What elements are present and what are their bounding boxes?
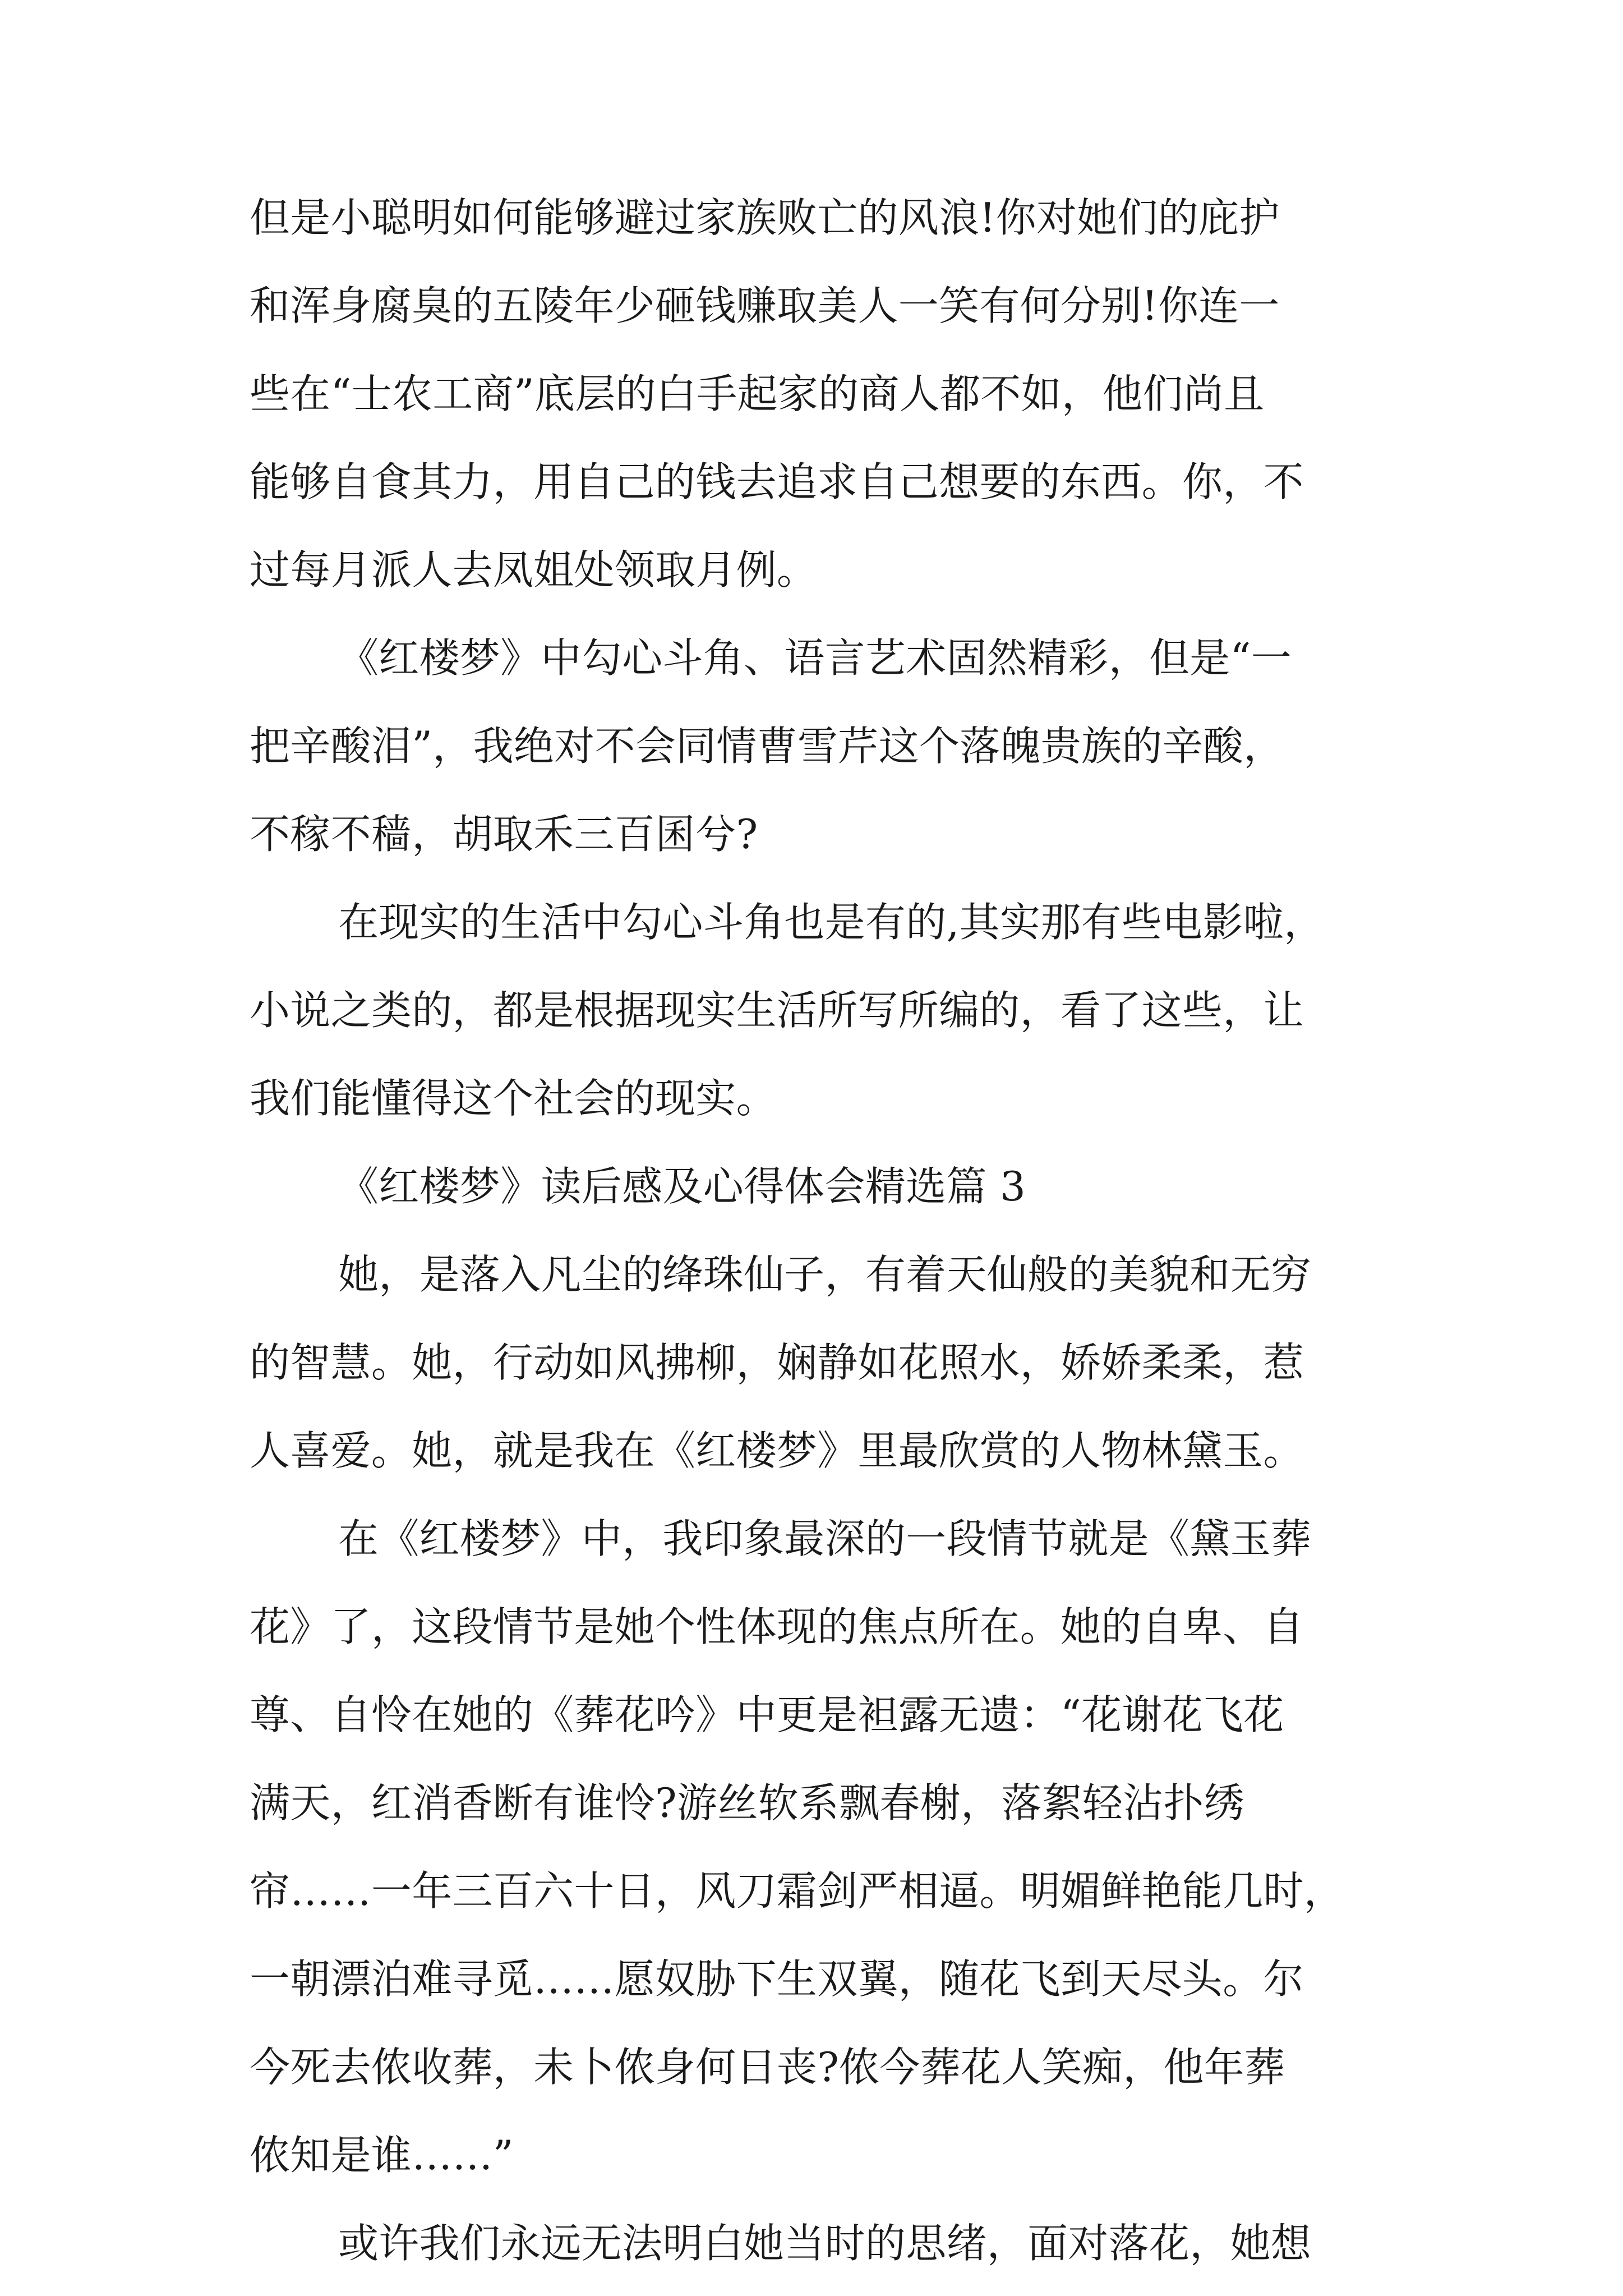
- text-line: 小说之类的，都是根据现实生活所写所编的，看了这些，让: [250, 987, 1304, 1034]
- text-line: 《红楼梦》读后感及心得体会精选篇 3: [338, 1163, 1026, 1210]
- text-line: 但是小聪明如何能够避过家族败亡的风浪!你对她们的庇护: [250, 194, 1280, 241]
- text-line: 《红楼梦》中勾心斗角、语言艺术固然精彩，但是“一: [338, 634, 1292, 682]
- text-line: 和浑身腐臭的五陵年少砸钱赚取美人一笑有何分别!你连一: [250, 282, 1280, 329]
- text-line: 侬知是谁……”: [250, 2132, 514, 2179]
- text-line: 满天，红消香断有谁怜?游丝软系飘春榭，落絮轻沾扑绣: [250, 1779, 1245, 1826]
- text-line: 把辛酸泪”，我绝对不会同情曹雪芹这个落魄贵族的辛酸，: [250, 723, 1284, 770]
- text-line: 尊、自怜在她的《葬花吟》中更是袒露无遗：“花谢花飞花: [250, 1691, 1284, 1738]
- text-line: 能够自食其力，用自己的钱去追求自己想要的东西。你，不: [250, 458, 1304, 505]
- text-line: 今死去侬收葬，未卜侬身何日丧?侬今葬花人笑痴，他年葬: [250, 2044, 1285, 2091]
- text-line: 些在“士农工商”底层的白手起家的商人都不如，他们尚且: [250, 370, 1265, 417]
- text-line: 她，是落入凡尘的绛珠仙子，有着天仙般的美貌和无穷: [338, 1251, 1312, 1298]
- text-line: 我们能懂得这个社会的现实。: [250, 1075, 777, 1122]
- text-line: 帘……一年三百六十日，风刀霜剑严相逼。明媚鲜艳能几时，: [250, 1867, 1345, 1915]
- text-line: 人喜爱。她，就是我在《红楼梦》里最欣赏的人物林黛玉。: [250, 1427, 1304, 1474]
- text-line: 或许我们永远无法明白她当时的思绪，面对落花，她想: [338, 2220, 1312, 2267]
- text-line: 过每月派人去凤姐处领取月例。: [250, 546, 818, 593]
- text-line: 一朝漂泊难寻觅……愿奴胁下生双翼，随花飞到天尽头。尔: [250, 1955, 1304, 2003]
- text-line: 在《红楼梦》中，我印象最深的一段情节就是《黛玉葬: [338, 1515, 1312, 1562]
- document-body: [250, 174, 1427, 2288]
- text-line: 在现实的生活中勾心斗角也是有的,其实那有些电影啦，: [338, 899, 1325, 946]
- text-line: 不稼不穑，胡取禾三百囷兮?: [250, 811, 758, 858]
- text-line: 花》了，这段情节是她个性体现的焦点所在。她的自卑、自: [250, 1603, 1304, 1650]
- text-line: 的智慧。她，行动如风拂柳，娴静如花照水，娇娇柔柔，惹: [250, 1339, 1304, 1386]
